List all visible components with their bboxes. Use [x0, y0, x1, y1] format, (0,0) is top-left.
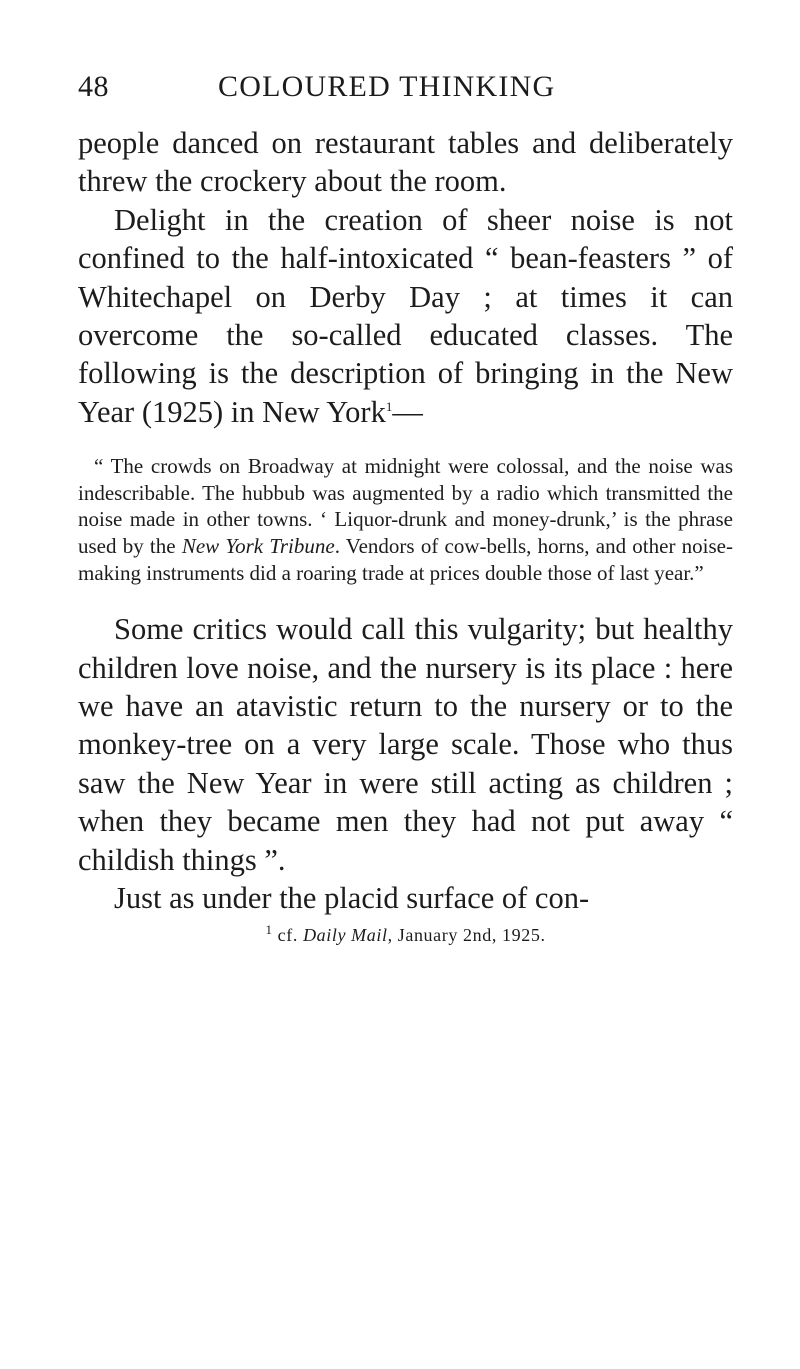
paragraph-placid-surface: Just as under the placid surface of con-: [114, 881, 590, 916]
quote-text-1: “ The crowds on Broadway at midnight were colossal, and the noise was indescribable. The hubbub was augmented by a radio which transmitted the noise made in other towns. ‘ Liquor-drunk and money-drunk,’ is the phrase used by the: [78, 454, 733, 559]
block-quote: [78, 453, 733, 586]
paragraph-noise-delight: [78, 201, 733, 431]
footnote-source: Daily Mail: [303, 925, 388, 946]
footnote-marker: 1: [265, 922, 273, 938]
paragraph-text: Delight in the creation of sheer noise is not confined to the half-intoxicated “ bean-feasters ” of Whitechapel on Derby Day ; at times it can overcome the so-called educated classes. The following is the description of bringing in the New Year (1925) in New York: [78, 202, 733, 429]
quote-text-2: . Vendors of cow-bells, horns, and other noise-making instruments did a roaring trade at prices double those of last year.”: [78, 534, 733, 585]
page-header: [78, 70, 733, 116]
footnote-prefix: cf.: [277, 925, 298, 946]
running-title: COLOURED THINKING: [218, 70, 556, 103]
dash: —: [392, 394, 423, 429]
page-number: 48: [78, 70, 109, 103]
footnote-reference: 1: [385, 398, 393, 414]
paragraph-continuation: people danced on restaurant tables and deliberately threw the crockery about the room.: [78, 126, 733, 199]
footnote-date: , January 2nd, 1925.: [387, 925, 546, 946]
book-page: [78, 70, 733, 946]
quote-newspaper-title: New York Tribune: [181, 534, 335, 559]
footnote: [78, 922, 733, 946]
paragraph-critics: Some critics would call this vulgarity; but healthy children love noise, and the nursery is its place : here we have an atavistic return to the nursery or to the monkey-tree on a very large scale. Those who thus saw the New Year in were still acting as children ; when they became men they had not put away “ childish things ”.: [78, 612, 733, 877]
